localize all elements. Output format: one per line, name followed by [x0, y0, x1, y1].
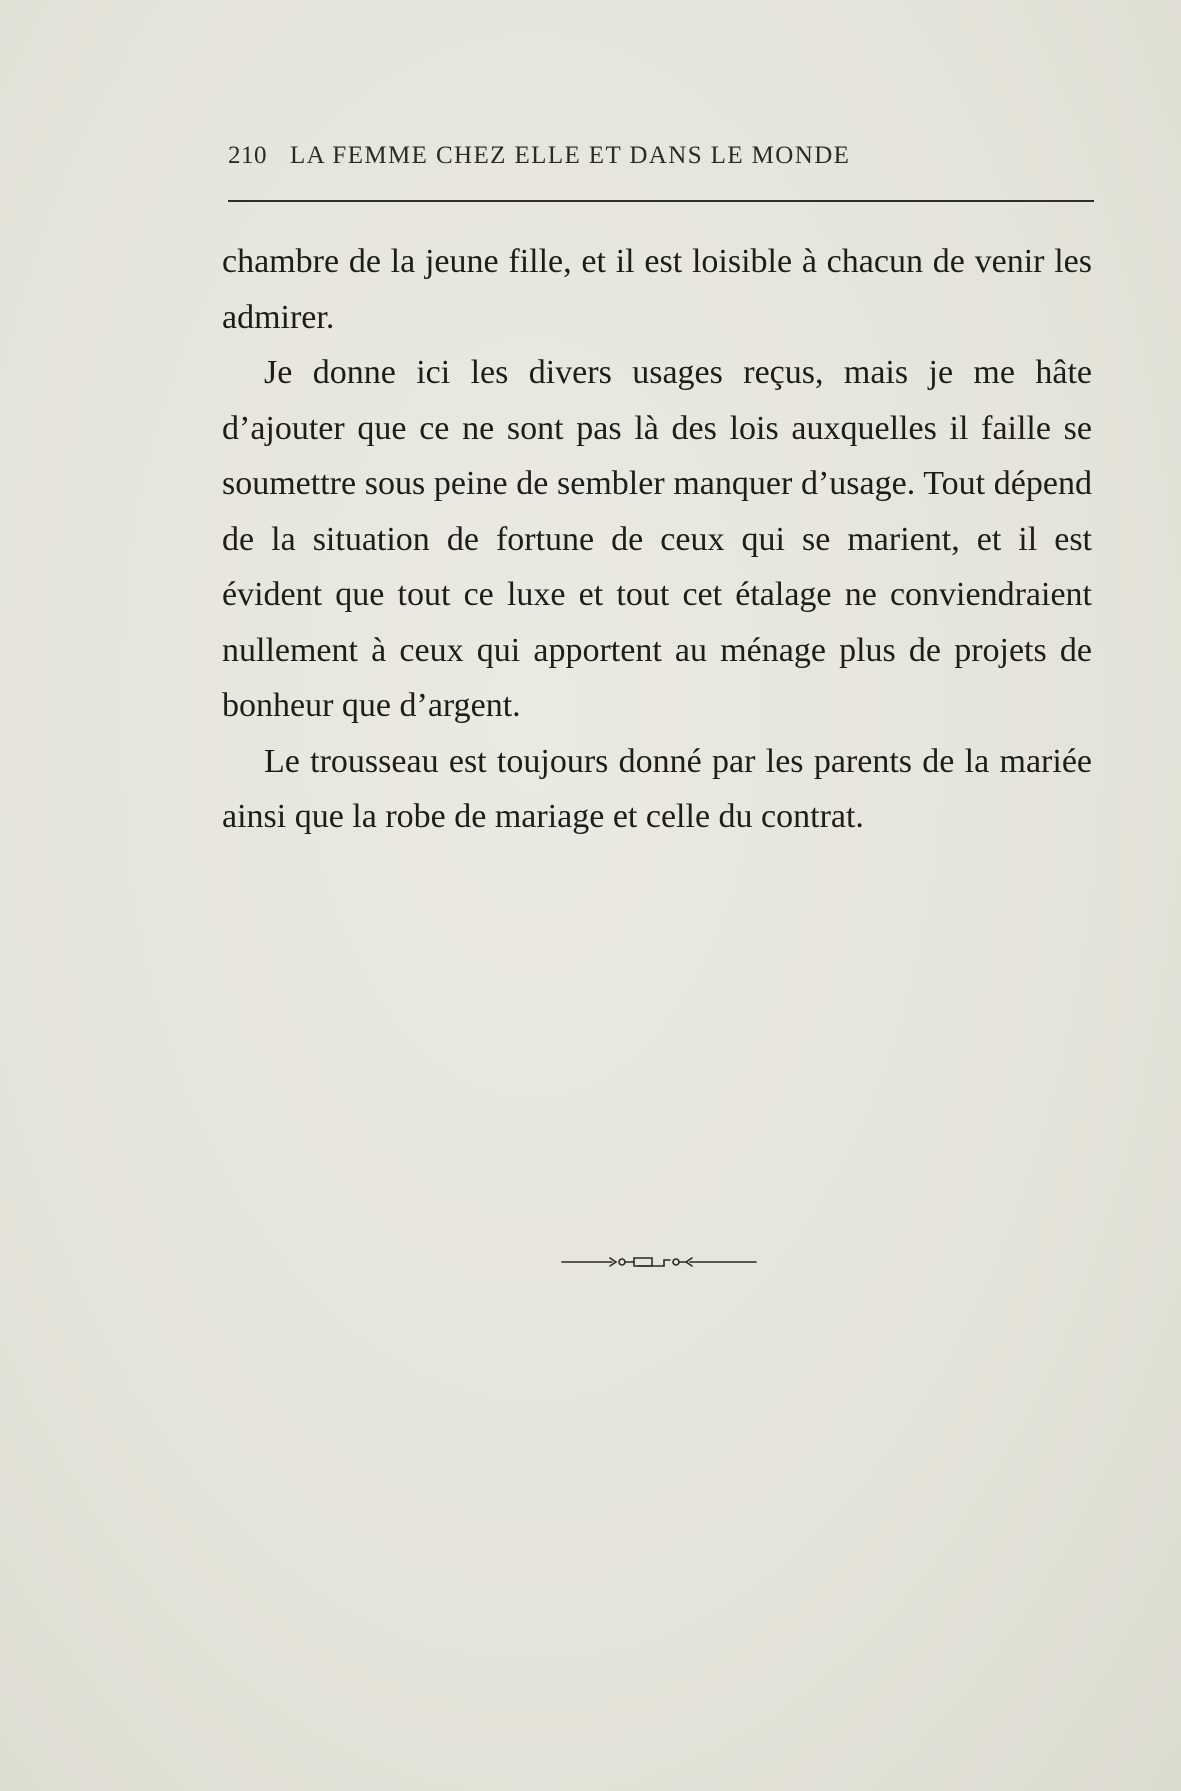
paragraph-continuation: chambre de la jeune fille, et il est loisible à chacun de venir les admirer.: [222, 243, 1092, 336]
header-rule: [228, 200, 1094, 202]
running-header: [228, 142, 1093, 178]
running-title: LA FEMME CHEZ ELLE ET DANS LE MONDE: [290, 142, 851, 169]
paragraph-usages: Je donne ici les divers usages reçus, mais je me hâte d’ajouter que ce ne sont pas là des lois auxquelles il faille se soumettre sous peine de sembler manquer d’usage. Tout dépend de la situation de fortune de ceux qui se marient, et il est évident que tout ce luxe et tout cet étalage ne conviendraient nullement à ceux qui apportent au ménage plus de projets de bonheur que d’argent.: [222, 354, 1092, 724]
body-text: [222, 234, 1092, 845]
tailpiece-ornament: [560, 1252, 760, 1272]
paragraph-trousseau: Le trousseau est toujours donné par les parents de la mariée ainsi que la robe de mariage et celle du contrat.: [222, 742, 1092, 835]
page-number: 210: [228, 142, 267, 169]
